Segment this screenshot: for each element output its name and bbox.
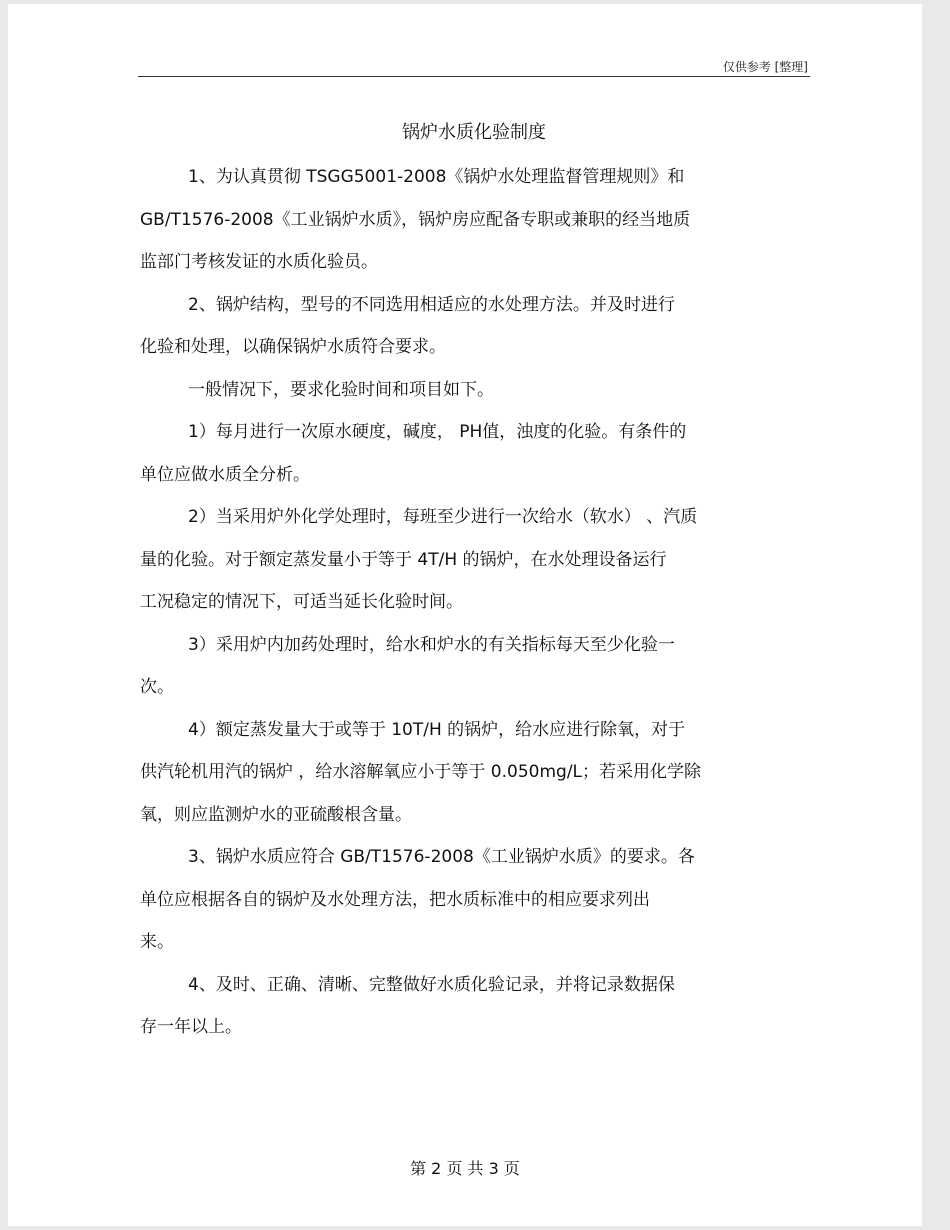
body-line: 单位应做水质全分析。 <box>140 464 310 485</box>
header-note: 仅供参考 [整理] <box>722 60 808 74</box>
body-line: 1、为认真贯彻 TSGG5001-2008《锅炉水处理监督管理规则》和 <box>188 167 685 187</box>
body-line: 氧，则应监测炉水的亚硫酸根含量。 <box>140 804 412 825</box>
body-line: GB/T1576-2008《工业锅炉水质》，锅炉房应配备专职或兼职的经当地质 <box>140 209 691 230</box>
body-line: 供汽轮机用汽的锅炉 ，给水溶解氧应小于等于 0.050mg/L；若采用化学除 <box>140 762 702 782</box>
body-line: 存一年以上。 <box>140 1017 242 1037</box>
body-line: 3、锅炉水质应符合 GB/T1576-2008《工业锅炉水质》的要求。各 <box>188 847 695 867</box>
body-line: 2）当采用炉外化学处理时，每班至少进行一次给水（软水） 、汽质 <box>188 507 698 527</box>
header-divider <box>138 76 810 77</box>
document-page <box>8 4 922 1226</box>
body-line: 次。 <box>140 677 174 697</box>
body-line: 化验和处理，以确保锅炉水质符合要求。 <box>140 337 446 357</box>
body-line: 3）采用炉内加药处理时，给水和炉水的有关指标每天至少化验一 <box>188 634 675 655</box>
body-line: 1）每月进行一次原水硬度，碱度， PH值，浊度的化验。有条件的 <box>188 422 687 442</box>
page-footer: 第 2 页 共 3 页 <box>410 1159 520 1178</box>
body-line: 来。 <box>140 932 174 952</box>
document-title: 锅炉水质化验制度 <box>402 122 546 143</box>
body-line: 单位应根据各自的锅炉及水处理方法，把水质标准中的相应要求列出 <box>140 889 650 910</box>
body-line: 工况稳定的情况下，可适当延长化验时间。 <box>140 592 463 612</box>
document-body <box>140 156 810 1049</box>
body-line: 监部门考核发证的水质化验员。 <box>140 252 378 272</box>
body-line: 2、锅炉结构，型号的不同选用相适应的水处理方法。并及时进行 <box>188 294 675 315</box>
body-line: 量的化验。对于额定蒸发量小于等于 4T/H 的锅炉，在水处理设备运行 <box>140 549 667 570</box>
body-line: 一般情况下，要求化验时间和项目如下。 <box>188 379 494 400</box>
body-line: 4、及时、正确、清晰、完整做好水质化验记录，并将记录数据保 <box>188 974 675 995</box>
body-line: 4）额定蒸发量大于或等于 10T/H 的锅炉，给水应进行除氧，对于 <box>188 719 686 740</box>
